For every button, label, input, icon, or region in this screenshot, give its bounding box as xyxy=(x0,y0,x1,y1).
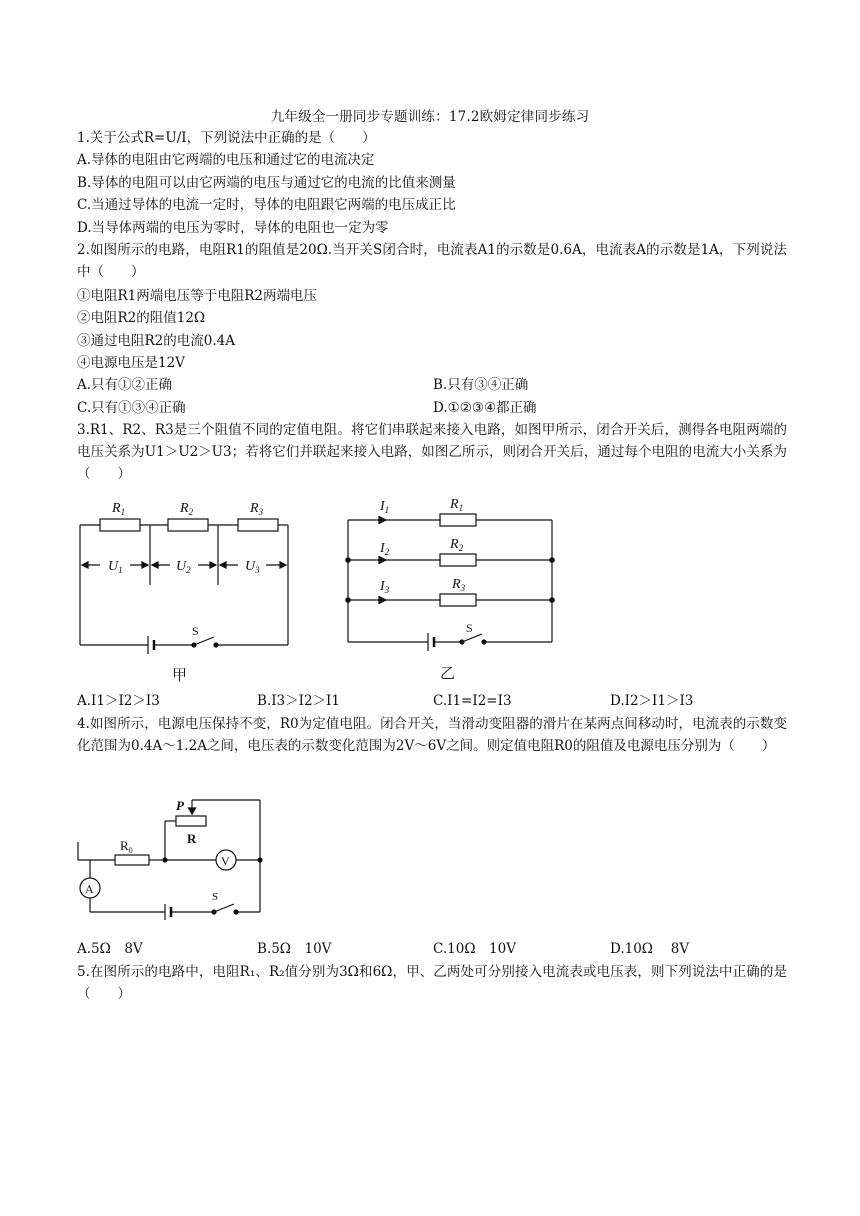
slider-arrow xyxy=(189,808,196,814)
q4-option-d: D.10Ω 8V xyxy=(610,941,690,957)
series-circuit-figure xyxy=(70,490,310,685)
switch-lever xyxy=(194,637,214,645)
label-r0: $R_0$ xyxy=(120,838,133,855)
label-r1: $R_1$ xyxy=(112,501,126,517)
switch-lever xyxy=(214,904,234,912)
label-a: A xyxy=(85,882,94,896)
q3-option-a: A.I1＞I2＞I3 xyxy=(77,693,160,709)
label-r2: $R_2$ xyxy=(180,501,194,517)
label-v: V xyxy=(221,854,230,868)
q2-statement-3: ③通过电阻R2的电流0.4A xyxy=(77,333,235,349)
q1-option-c: C.当通过导体的电流一定时，导体的电阻跟它两端的电压成正比 xyxy=(77,197,456,213)
rheostat-circuit-figure xyxy=(70,792,280,922)
q2-statement-2: ②电阻R2的阻值12Ω xyxy=(77,310,206,326)
q5-stem: 5.在图所示的电路中，电阻R₁、R₂值分别为3Ω和6Ω，甲、乙两处可分别接入电流表或电压表，则下列说法中正确的是（ ） xyxy=(77,964,787,1002)
label-r3: $R_3$ xyxy=(250,501,264,517)
switch-lever xyxy=(462,634,482,642)
current-arrow-3 xyxy=(379,597,386,604)
parallel-circuit-figure xyxy=(340,490,570,685)
label-switch: S xyxy=(192,624,199,638)
q3-option-c: C.I1=I2=I3 xyxy=(433,693,512,709)
q4-option-b: B.5Ω 10V xyxy=(257,941,332,957)
label-r2: $R_2$ xyxy=(450,537,464,553)
label-r3: $R_3$ xyxy=(452,577,466,593)
q1-option-d: D.当导体两端的电压为零时，导体的电阻也一定为零 xyxy=(77,220,389,236)
label-r1: $R_1$ xyxy=(450,497,464,513)
q4-stem: 4.如图所示，电源电压保持不变，R0为定值电阻。闭合开关，当滑动变阻器的滑片在某两点间移动时，电流表的示数变化范围为0.4A～1.2A之间，电压表的示数变化范围为2V～6V之间。则定值电阻R0的阻值及电源电压分别为（ ） xyxy=(77,716,787,754)
q1-option-a: A.导体的电阻由它两端的电压和通过它的电流决定 xyxy=(77,152,375,168)
q1-stem: 1.关于公式R=U/I，下列说法中正确的是（ ） xyxy=(77,130,376,146)
label-u2: $U_2$ xyxy=(176,559,191,575)
current-arrow-2 xyxy=(379,557,386,564)
resistor-r2 xyxy=(440,554,476,566)
label-s: S xyxy=(212,891,219,903)
q3-option-d: D.I2＞I1＞I3 xyxy=(610,693,694,709)
resistor-r3 xyxy=(238,519,278,531)
q2-statement-1: ①电阻R1两端电压等于电阻R2两端电压 xyxy=(77,288,318,304)
q2-option-a: A.只有①②正确 xyxy=(77,377,173,393)
q4-option-a: A.5Ω 8V xyxy=(77,941,143,957)
resistor-r2 xyxy=(168,519,208,531)
resistor-r0 xyxy=(115,855,149,865)
figure-caption-jia: 甲 xyxy=(172,668,188,684)
current-arrow-1 xyxy=(379,517,386,524)
q2-stem: 2.如图所示的电路，电阻R1的阻值是20Ω.当开关S闭合时，电流表A1的示数是0.6A，电流表A的示数是1A，下列说法中（ ） xyxy=(77,242,787,280)
q4-option-c: C.10Ω 10V xyxy=(433,941,516,957)
q1-option-b: B.导体的电阻可以由它两端的电压与通过它的电流的比值来测量 xyxy=(77,175,456,191)
q2-option-c: C.只有①③④正确 xyxy=(77,400,186,416)
q2-option-b: B.只有③④正确 xyxy=(433,377,529,393)
q2-statement-4: ④电源电压是12V xyxy=(77,355,185,371)
rheostat-r xyxy=(176,816,206,826)
label-i2: $I_2$ xyxy=(380,541,390,557)
label-u1: $U_1$ xyxy=(108,559,123,575)
resistor-r3 xyxy=(440,594,476,606)
q2-option-d: D.①②③④都正确 xyxy=(433,400,537,416)
page-title: 九年级全一册同步专题训练：17.2欧姆定律同步练习 xyxy=(270,109,590,125)
q3-stem: 3.R1、R2、R3是三个阻值不同的定值电阻。将它们串联起来接入电路，如图甲所示，闭合开关后，测得各电阻两端的电压关系为U1＞U2＞U3；若将它们并联起来接入电路，如图乙所示，则闭合开关后，通过每个电阻的电流大小关系为（ ） xyxy=(77,422,787,482)
q3-option-b: B.I3＞I2＞I1 xyxy=(257,693,340,709)
figure-caption-yi: 乙 xyxy=(440,666,456,682)
label-p: P xyxy=(176,798,184,813)
label-switch: S xyxy=(466,621,473,635)
resistor-r1 xyxy=(440,514,476,526)
label-i1: $I_1$ xyxy=(380,499,390,515)
resistor-r1 xyxy=(100,519,140,531)
label-r: R xyxy=(187,831,197,846)
label-u3: $U_3$ xyxy=(245,559,260,575)
label-i3: $I_3$ xyxy=(380,579,390,595)
